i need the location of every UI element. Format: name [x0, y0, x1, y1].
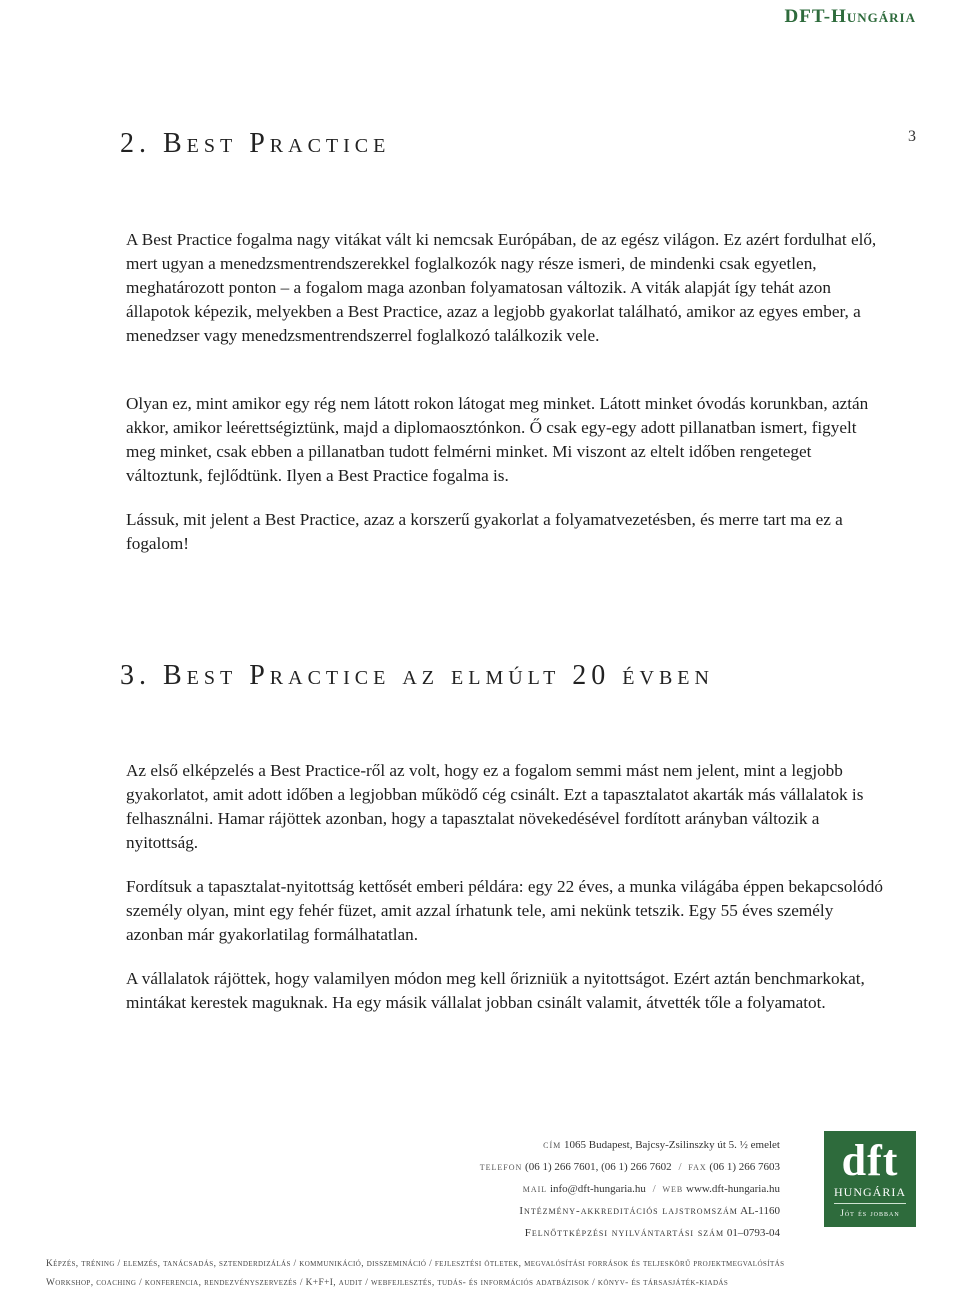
registry-label: Felnőttképzési nyilvántartási szám: [524, 1227, 725, 1239]
logo-tagline: Jót és jobban: [840, 1208, 900, 1218]
address-label: cím: [543, 1139, 562, 1151]
paragraph: Az első elképzelés a Best Practice-ről az volt, hogy ez a fogalom semmi mást nem jelent, mint a legjobb gyakorlatot, amit adott időben a legjobban működő cég csinált. Ezt a tapasztalatot akarták más vállalatok is felhasználni. Hamar rájöttek azonban, hogy a tapasztalat növekedésével fordított arányban változik a nyitottság.: [126, 761, 864, 852]
footer-services-line-1: Képzés, tréning / elemzés, tanácsadás, sztenderdizálás / kommunikáció, disszemináció / fejlesztési ötletek, megvalósítási források és teljeskörű projektmegvalósítás: [46, 1259, 785, 1269]
web-label: web: [662, 1183, 684, 1195]
accreditation-line: [440, 1200, 780, 1222]
logo-divider: [834, 1203, 906, 1204]
web-link[interactable]: www.dft-hungaria.hu: [686, 1183, 780, 1195]
phone-label: telefon: [479, 1161, 523, 1173]
registry-value: 01–0793-04: [726, 1227, 780, 1239]
paragraph: Lássuk, mit jelent a Best Practice, azaz a korszerű gyakorlat a folyamatvezetésben, és merre tart ma ez a fogalom!: [126, 510, 843, 553]
phone-line: [440, 1156, 780, 1178]
separator: /: [678, 1161, 682, 1173]
paragraph: A Best Practice fogalma nagy vitákat vált ki nemcsak Európában, de az egész világon. Ez azért fordulhat elő, mert ugyan a menedzsmentrendszerekkel foglalkozók nagy része ismeri, de mindenki csak egyetlen, meghatározott ponton – a fogalom maga azonban folyamatosan változik. A viták alapját így tehát azon állapotok képezik, melyekben a Best Practice, azaz a legjobb gyakorlat található, amikor az egyes ember, a menedzser vagy menedzsmentrendszerrel foglalkozó találkozik vele.: [126, 230, 877, 345]
section-heading-best-practice-20-years: 3. Best Practice az elmúlt 20 évben: [120, 660, 714, 691]
fax-value: (06 1) 266 7603: [709, 1161, 780, 1173]
mail-label: mail: [522, 1183, 548, 1195]
contact-block: [440, 1134, 780, 1244]
mail-link[interactable]: info@dft-hungaria.hu: [549, 1183, 646, 1195]
phone-value: (06 1) 266 7601, (06 1) 266 7602: [525, 1161, 672, 1173]
address-line: [440, 1134, 780, 1156]
address-value: 1065 Budapest, Bajcsy-Zsilinszky út 5. ½ emelet: [564, 1139, 780, 1151]
registry-line: [440, 1222, 780, 1244]
brand-title: DFT-Hungária: [784, 6, 916, 27]
paragraph: Olyan ez, mint amikor egy rég nem látott rokon látogat meg minket. Látott minket óvodás korunkban, aztán akkor, amikor leérettségiztünk, majd a diplomaosztónkon. Ő csak egy-egy adott pillanatban ismert, figyelt meg minket, csak ebben a pillanatban tudott felmérni minket. Mi viszont az eltelt időben rengeteget változtunk, fejlődtünk. Ilyen a Best Practice fogalma is.: [126, 394, 869, 485]
paragraph: Fordítsuk a tapasztalat-nyitottság kettősét emberi példára: egy 22 éves, a munka világába éppen bekapcsolódó személy olyan, mint egy fehér füzet, amit azzal írhatunk tele, ami nekünk tetszik. Egy 55 éves személy azonban már gyakorlatilag formálhatatlan.: [126, 877, 883, 944]
paragraph: A vállalatok rájöttek, hogy valamilyen módon meg kell őrizniük a nyitottságot. Ezért aztán benchmarkokat, mintákat kerestek maguknak. Ha egy másik vállalat jobban csinált valamit, átvették tőle a folyamatot.: [126, 969, 865, 1012]
dft-logo: [824, 1131, 916, 1227]
section-heading-best-practice: 2. Best Practice: [120, 128, 391, 159]
logo-sub-text: HUNGÁRIA: [834, 1185, 906, 1199]
page-number: 3: [908, 128, 916, 145]
separator: /: [652, 1183, 656, 1195]
fax-label: fax: [688, 1161, 707, 1173]
accreditation-label: Intézmény-akkreditációs lajstromszám: [519, 1205, 738, 1217]
logo-main-text: dft: [841, 1136, 899, 1185]
accreditation-value: AL-1160: [740, 1205, 780, 1217]
mail-line: [440, 1178, 780, 1200]
footer-services-line-2: Workshop, coaching / konferencia, rendezvényszervezés / K+F+I, audit / webfejlesztés, tudás- és információs adatbázisok / könyv- és társasjáték-kiadás: [46, 1278, 729, 1288]
